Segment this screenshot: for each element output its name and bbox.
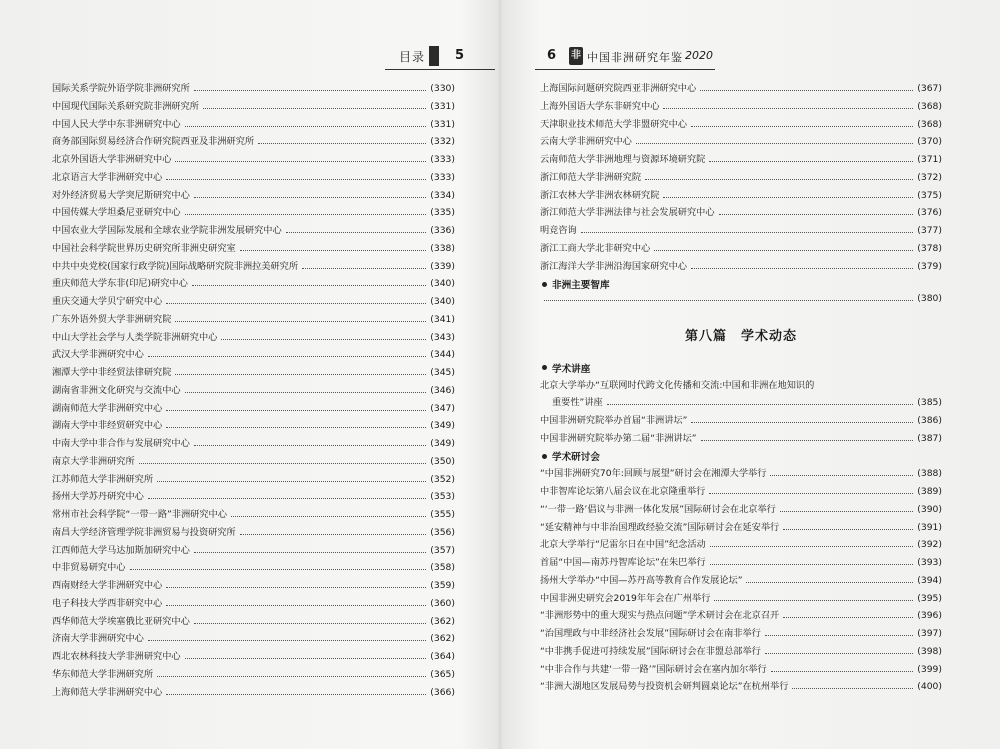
- dot-leader: [194, 439, 426, 446]
- toc-page: (336): [430, 225, 455, 236]
- toc-page: (335): [430, 207, 455, 219]
- toc-title: 中山大学社会学与人类学院非洲研究中心: [52, 331, 218, 343]
- dot-leader: [719, 209, 914, 216]
- dot-leader: [185, 652, 427, 659]
- toc-entry[interactable]: [540, 187, 942, 205]
- dot-leader: [194, 617, 426, 624]
- toc-page: (341): [430, 313, 455, 325]
- toc-page: (388): [917, 468, 942, 480]
- toc-page: (391): [917, 521, 942, 533]
- toc-entry[interactable]: [540, 590, 942, 608]
- toc-entry[interactable]: [540, 607, 942, 625]
- toc-title: 武汉大学非洲研究中心: [52, 349, 144, 361]
- toc-entry[interactable]: [540, 412, 942, 430]
- toc-entry[interactable]: [540, 625, 942, 643]
- dot-leader: [663, 102, 913, 109]
- toc-page: (334): [430, 189, 455, 201]
- dot-leader: [691, 416, 913, 423]
- toc-title: 中非贸易研究中心: [52, 562, 126, 574]
- toc-title: “中非携手促进可持续发展”国际研讨会在非盟总部举行: [540, 645, 761, 657]
- toc-page: (359): [430, 580, 455, 591]
- book-year: 2020: [685, 49, 713, 62]
- dot-leader: [192, 280, 426, 287]
- toc-page: (377): [917, 225, 942, 236]
- section-heading-seminars: 学术研讨会: [540, 448, 942, 466]
- right-page-header: [535, 46, 715, 74]
- dot-leader: [544, 294, 913, 301]
- toc-page: (368): [917, 118, 942, 130]
- toc-page: (339): [430, 260, 455, 272]
- toc-page: (352): [430, 473, 455, 485]
- dot-leader: [714, 594, 913, 601]
- section-heading-lectures: 学术讲座: [540, 359, 942, 377]
- dot-leader: [710, 558, 914, 565]
- toc-entry[interactable]: [52, 329, 455, 347]
- toc-title: 西南财经大学非洲研究中心: [52, 580, 163, 591]
- dot-leader: [221, 333, 426, 340]
- toc-entry[interactable]: [52, 98, 455, 116]
- toc-entry[interactable]: [540, 151, 942, 169]
- toc-title: 中国人民大学中东非洲研究中心: [52, 118, 181, 130]
- toc-page: (333): [430, 171, 455, 183]
- dot-leader: [746, 576, 913, 583]
- toc-entry[interactable]: [540, 661, 942, 679]
- toc-entry[interactable]: [540, 536, 942, 554]
- toc-entry[interactable]: [52, 400, 455, 418]
- toc-page: (360): [430, 597, 455, 609]
- toc-page: (375): [917, 189, 942, 201]
- dot-leader: [780, 505, 913, 512]
- toc-entry[interactable]: [52, 577, 455, 595]
- dot-leader: [203, 102, 426, 109]
- toc-title: “非洲大湖地区发展局势与投资机会研判圆桌论坛”在杭州举行: [540, 681, 789, 693]
- toc-title: 西华师范大学埃塞俄比亚研究中心: [52, 615, 190, 627]
- toc-title: 江西师范大学马达加斯加研究中心: [52, 544, 190, 556]
- dot-leader: [700, 84, 913, 91]
- toc-page: (349): [430, 420, 455, 432]
- toc-title: 对外经济贸易大学突尼斯研究中心: [52, 189, 190, 201]
- bullet-icon: [542, 454, 547, 459]
- header-rule: [385, 69, 495, 70]
- toc-title: 湖南师范大学非洲研究中心: [52, 402, 163, 414]
- toc-page: (330): [430, 83, 455, 94]
- toc-entry[interactable]: [540, 643, 942, 661]
- toc-title: 浙江师范大学非洲研究院: [540, 171, 642, 183]
- toc-title: 江苏师范大学非洲研究所: [52, 473, 154, 485]
- toc-title: 中国传媒大学坦桑尼亚研究中心: [52, 207, 181, 219]
- toc-title: 首届“中国—南苏丹智库论坛”在朱巴举行: [540, 557, 706, 568]
- toc-title: “治国理政与中非经济社会发展”国际研讨会在南非举行: [540, 628, 761, 639]
- toc-page: (333): [430, 154, 455, 165]
- toc-title: 扬州大学举办“中国—苏丹高等教育合作发展论坛”: [540, 574, 743, 586]
- dot-leader: [166, 599, 426, 606]
- toc-title: “中国非洲研究70年:回顾与展望”研讨会在湘潭大学举行: [540, 468, 767, 480]
- toc-title: 上海师范大学非洲研究中心: [52, 686, 163, 698]
- dot-leader: [792, 683, 913, 690]
- toc-page: (400): [917, 681, 942, 693]
- toc-title: 中国农业大学国际发展和全球农业学院非洲发展研究中心: [52, 225, 282, 236]
- toc-entry[interactable]: [52, 258, 455, 276]
- toc-entry[interactable]: [52, 311, 455, 329]
- toc-entry[interactable]: [52, 595, 455, 613]
- toc-entry[interactable]: [540, 483, 942, 501]
- toc-page: (387): [917, 432, 942, 444]
- toc-entry[interactable]: [52, 80, 455, 98]
- toc-page: (350): [430, 455, 455, 467]
- dot-leader: [194, 84, 426, 91]
- toc-page: (347): [430, 402, 455, 414]
- toc-entry[interactable]: [540, 240, 942, 258]
- toc-entry[interactable]: [52, 524, 455, 542]
- toc-entry[interactable]: [540, 519, 942, 537]
- toc-entry[interactable]: [540, 572, 942, 590]
- dot-leader: [240, 528, 427, 535]
- toc-title: 南昌大学经济管理学院非洲贸易与投资研究所: [52, 526, 236, 538]
- toc-title: “延安精神与中非治国理政经验交流”国际研讨会在延安举行: [540, 521, 780, 533]
- dot-leader: [185, 209, 427, 216]
- toc-page: (343): [430, 331, 455, 343]
- toc-page: (332): [430, 136, 455, 148]
- toc-entry[interactable]: [52, 453, 455, 471]
- toc-entry[interactable]: [52, 613, 455, 631]
- toc-title: 广东外语外贸大学非洲研究院: [52, 313, 172, 325]
- toc-entry[interactable]: [52, 204, 455, 222]
- left-page-header: [385, 46, 495, 74]
- dot-leader: [765, 629, 913, 636]
- dot-leader: [607, 399, 914, 406]
- toc-page: (349): [430, 438, 455, 449]
- dot-leader: [166, 688, 426, 695]
- toc-entry[interactable]: [52, 240, 455, 258]
- toc-title: 重庆师范大学东非(印尼)研究中心: [52, 278, 188, 290]
- toc-entry[interactable]: [540, 554, 942, 572]
- toc-page: (393): [917, 557, 942, 568]
- dot-leader: [783, 523, 913, 530]
- toc-page: (353): [430, 491, 455, 503]
- right-page-number: 6: [547, 48, 557, 63]
- toc-page: (367): [917, 83, 942, 94]
- dot-leader: [166, 173, 426, 180]
- dot-leader: [148, 493, 426, 500]
- toc-entry-line[interactable]: 北京大学举办“互联网时代跨文化传播和交流:中国和非洲在地知识的: [540, 379, 815, 391]
- dot-leader: [691, 262, 913, 269]
- toc-page: (366): [430, 686, 455, 698]
- dot-leader: [771, 665, 914, 672]
- toc-page: (398): [917, 645, 942, 657]
- toc-entry[interactable]: [52, 559, 455, 577]
- toc-page: (346): [430, 384, 455, 396]
- toc-title: 湖南省非洲文化研究与交流中心: [52, 384, 181, 396]
- dot-leader: [645, 173, 913, 180]
- toc-title: 常州市社会科学院“一带一路”非洲研究中心: [52, 509, 227, 520]
- toc-entry[interactable]: [52, 471, 455, 489]
- toc-page: (385): [917, 397, 942, 409]
- toc-entry[interactable]: [52, 684, 455, 702]
- toc-page: (356): [430, 526, 455, 538]
- toc-page: (371): [917, 154, 942, 165]
- dot-leader: [783, 612, 913, 619]
- toc-entry[interactable]: [540, 98, 942, 116]
- left-page-number: 5: [455, 48, 465, 63]
- toc-entry[interactable]: [540, 169, 942, 187]
- toc-entry[interactable]: [52, 488, 455, 506]
- dot-leader: [710, 541, 914, 548]
- toc-title: 商务部国际贸易经济合作研究院西亚及非洲研究所: [52, 136, 255, 148]
- dot-leader: [166, 581, 426, 588]
- toc-title: 国际关系学院外语学院非洲研究所: [52, 83, 190, 94]
- toc-title: “‘一带一路’倡议与非洲一体化发展”国际研讨会在北京举行: [540, 503, 776, 515]
- toc-title: 明竞咨询: [540, 225, 577, 236]
- dot-leader: [185, 386, 427, 393]
- toc-title: 湘潭大学中非经贸法律研究院: [52, 367, 172, 378]
- toc-entry[interactable]: [52, 151, 455, 169]
- section-heading-think-tanks: 非洲主要智库: [540, 275, 942, 293]
- toc-entry[interactable]: [52, 169, 455, 187]
- dot-leader: [166, 404, 426, 411]
- dot-leader: [302, 262, 426, 269]
- toc-title: 湖南大学中非经贸研究中心: [52, 420, 163, 432]
- toc-entry[interactable]: [540, 258, 942, 276]
- book-title: 中国非洲研究年鉴: [587, 51, 683, 64]
- toc-entry[interactable]: [540, 678, 942, 696]
- toc-title: 北京外国语大学非洲研究中心: [52, 154, 172, 165]
- dot-leader: [286, 226, 427, 233]
- toc-page: (389): [917, 486, 942, 497]
- toc-title: “非洲形势中的重大现实与热点问题”学术研讨会在北京召开: [540, 610, 780, 622]
- dot-leader: [194, 546, 426, 553]
- toc-title: 北京语言大学非洲研究中心: [52, 171, 163, 183]
- toc-page: (331): [430, 100, 455, 112]
- dot-leader: [166, 422, 426, 429]
- dot-leader: [231, 510, 426, 517]
- toc-entry[interactable]: [52, 346, 455, 364]
- toc-title: 扬州大学苏丹研究中心: [52, 491, 144, 503]
- dot-leader: [175, 368, 426, 375]
- toc-entry[interactable]: [540, 430, 942, 448]
- toc-entry[interactable]: [540, 222, 942, 240]
- toc-entry[interactable]: [52, 382, 455, 400]
- toc-title: 华东师范大学非洲研究所: [52, 668, 154, 680]
- toc-page: (392): [917, 539, 942, 551]
- toc-page: (368): [917, 100, 942, 112]
- part-title: 第八篇 学术动态: [684, 329, 797, 345]
- toc-entry[interactable]: 重要性”讲座 (385): [552, 397, 942, 409]
- toc-page: (399): [917, 663, 942, 675]
- toc-entry[interactable]: [52, 293, 455, 311]
- toc-entry[interactable]: [52, 666, 455, 684]
- toc-entry[interactable]: [52, 417, 455, 435]
- dot-leader: [258, 138, 426, 145]
- toc-page: (355): [430, 509, 455, 520]
- toc-title: 浙江海洋大学非洲沿海国家研究中心: [540, 260, 687, 272]
- toc-title: 浙江师范大学非洲法律与社会发展研究中心: [540, 207, 715, 219]
- dot-leader: [185, 120, 427, 127]
- toc-page: (362): [430, 633, 455, 645]
- header-rule: [535, 69, 715, 70]
- toc-entry[interactable]: [540, 501, 942, 519]
- toc-page: (331): [430, 118, 455, 130]
- toc-page: (340): [430, 296, 455, 307]
- dot-leader: [654, 244, 913, 251]
- toc-page: (397): [917, 628, 942, 639]
- toc-entry[interactable]: [52, 116, 455, 134]
- toc-entry[interactable]: [52, 542, 455, 560]
- toc-page: (358): [430, 562, 455, 574]
- toc-title: 中国非洲研究院举办第二届“非洲讲坛”: [540, 432, 697, 444]
- toc-entry[interactable]: [540, 133, 942, 151]
- toc-title: “中非合作与共建‘一带一路’”国际研讨会在塞内加尔举行: [540, 663, 767, 675]
- toc-title: 中国社会科学院世界历史研究所非洲史研究室: [52, 242, 236, 254]
- dot-leader: [709, 155, 913, 162]
- toc-title: 中非智库论坛第八届会议在北京隆重举行: [540, 486, 706, 497]
- toc-page: (338): [430, 242, 455, 254]
- toc-page: (394): [917, 574, 942, 586]
- toc-page: (378): [917, 242, 942, 254]
- toc-page: (372): [917, 171, 942, 183]
- section-label: 目录: [399, 50, 426, 64]
- dot-leader: [157, 475, 426, 482]
- toc-entry[interactable]: [52, 630, 455, 648]
- toc-title: 济南大学非洲研究中心: [52, 633, 144, 645]
- toc-entry[interactable]: [540, 116, 942, 134]
- toc-title: 中国非洲研究院举办首届“非洲讲坛”: [540, 415, 688, 426]
- toc-title: 电子科技大学西非研究中心: [52, 597, 163, 609]
- toc-page: (365): [430, 668, 455, 680]
- toc-entry[interactable]: [52, 275, 455, 293]
- dot-leader: [130, 564, 427, 571]
- toc-title: 浙江农林大学非洲农林研究院: [540, 189, 660, 201]
- toc-entry[interactable]: [540, 80, 942, 98]
- toc-entry[interactable]: [52, 187, 455, 205]
- toc-entry[interactable]: [52, 435, 455, 453]
- dot-leader: [581, 226, 914, 233]
- bullet-icon: [542, 282, 547, 287]
- right-toc-column: [540, 80, 942, 696]
- toc-page: (386): [917, 415, 942, 426]
- bullet-icon: [542, 365, 547, 370]
- dot-leader: [709, 487, 913, 494]
- dot-leader: [691, 120, 913, 127]
- toc-page: (376): [917, 207, 942, 219]
- toc-entry[interactable]: [52, 364, 455, 382]
- toc-title: 上海外国语大学东非研究中心: [540, 100, 660, 112]
- toc-page: (390): [917, 503, 942, 515]
- dot-leader: [701, 434, 914, 441]
- book-logo-icon: 非: [569, 47, 583, 65]
- toc-page: (362): [430, 615, 455, 627]
- toc-page: (357): [430, 544, 455, 556]
- toc-page: (345): [430, 367, 455, 378]
- dot-leader: [166, 297, 426, 304]
- toc-page: (379): [917, 260, 942, 272]
- header-tab-mark: [429, 46, 439, 66]
- toc-entry[interactable]: [52, 648, 455, 666]
- toc-title: 天津职业技术师范大学非盟研究中心: [540, 118, 687, 130]
- toc-entry[interactable]: [52, 133, 455, 151]
- toc-page: (396): [917, 610, 942, 622]
- toc-page: (380): [917, 293, 942, 304]
- dot-leader: [148, 351, 426, 358]
- toc-page: (364): [430, 651, 455, 662]
- dot-leader: [770, 470, 913, 477]
- toc-entry[interactable]: [52, 506, 455, 524]
- toc-entry[interactable]: [52, 222, 455, 240]
- dot-leader: [139, 457, 427, 464]
- toc-title: 中国非洲史研究会2019年年会在广州举行: [540, 592, 711, 604]
- toc-title: 中国现代国际关系研究院非洲研究所: [52, 100, 199, 112]
- toc-title: 西北农林科技大学非洲研究中心: [52, 651, 181, 662]
- dot-leader: [765, 647, 913, 654]
- left-toc-column: [52, 80, 455, 701]
- toc-title: 北京大学举行“尼雷尔日在中国”纪念活动: [540, 539, 706, 551]
- toc-title: 云南师范大学非洲地理与资源环境研究院: [540, 154, 706, 165]
- dot-leader: [175, 155, 426, 162]
- toc-title: 上海国际问题研究院西亚非洲研究中心: [540, 83, 697, 94]
- toc-page: (395): [917, 592, 942, 604]
- toc-title: 云南大学非洲研究中心: [540, 136, 632, 148]
- toc-title: 南京大学非洲研究所: [52, 455, 135, 467]
- toc-page: (344): [430, 349, 455, 361]
- dot-leader: [157, 670, 426, 677]
- dot-leader: [240, 244, 427, 251]
- toc-title: 浙江工商大学北非研究中心: [540, 242, 651, 254]
- toc-page: (370): [917, 136, 942, 148]
- dot-leader: [175, 315, 426, 322]
- dot-leader: [663, 191, 913, 198]
- dot-leader: [148, 635, 426, 642]
- toc-title: 中南大学中非合作与发展研究中心: [52, 438, 190, 449]
- toc-entry[interactable]: [540, 204, 942, 222]
- toc-entry[interactable]: [540, 465, 942, 483]
- dot-leader: [636, 138, 913, 145]
- dot-leader: [194, 191, 426, 198]
- toc-page: (340): [430, 278, 455, 290]
- toc-entry[interactable]: [540, 293, 942, 311]
- toc-title: 重庆交通大学贝宁研究中心: [52, 296, 163, 307]
- toc-title: 中共中央党校(国家行政学院)国际战略研究院非洲拉美研究所: [52, 260, 299, 272]
